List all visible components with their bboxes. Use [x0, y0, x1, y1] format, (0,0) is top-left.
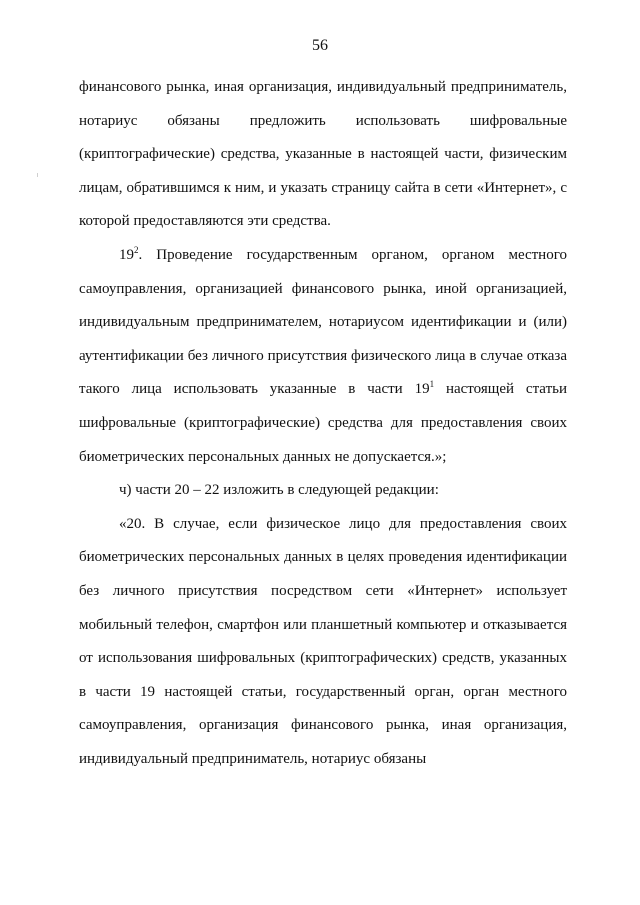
- paragraph-19-2: [79, 239, 567, 474]
- clause-text-b: настоящей статьи шифровальные (криптографические) средства для предоставления своих биометрических персональных данных не допускается.»;: [79, 381, 567, 465]
- clause-number: [119, 244, 139, 263]
- document-body: [79, 71, 567, 776]
- clause-number-base: 19: [119, 246, 134, 263]
- clause-text-a: . Проведение государственным органом, органом местного самоуправления, организацией финансового рынка, иной организацией, индивидуальным предпринимателем, нотариусом идентификации и (или) аутентификации без личного присутствия физического лица в случае отказа такого лица использовать указанные в части: [79, 246, 567, 398]
- paragraph-continuation: финансового рынка, иная организация, индивидуальный предприниматель, нотариус обязаны предложить использовать шифровальные (криптографические) средства, указанные в настоящей части, физическим лицам, обратившимся к ним, и указать страницу сайта в сети «Интернет», с которой предоставляются эти средства.: [79, 79, 567, 230]
- paragraph-20: «20. В случае, если физическое лицо для предоставления своих биометрических персональных данных в целях проведения идентификации без личного присутствия посредством сети «Интернет» использует мобильный телефон, смартфон или планшетный компьютер и отказывается от использования шифровальных (криптографических) средств, указанных в части 19 настоящей статьи, государственный орган, орган местного самоуправления, организация финансового рынка, иная организация, индивидуальный предприниматель, нотариус обязаны: [79, 515, 567, 767]
- reference-superscript: 1: [429, 379, 435, 390]
- page-number: 56: [312, 37, 328, 54]
- margin-mark: [37, 173, 38, 177]
- paragraph-amendment-intro: ч) части 20 – 22 изложить в следующей редакции:: [119, 482, 439, 499]
- clause-number-superscript: 2: [134, 244, 139, 255]
- reference-base: 19: [414, 381, 430, 398]
